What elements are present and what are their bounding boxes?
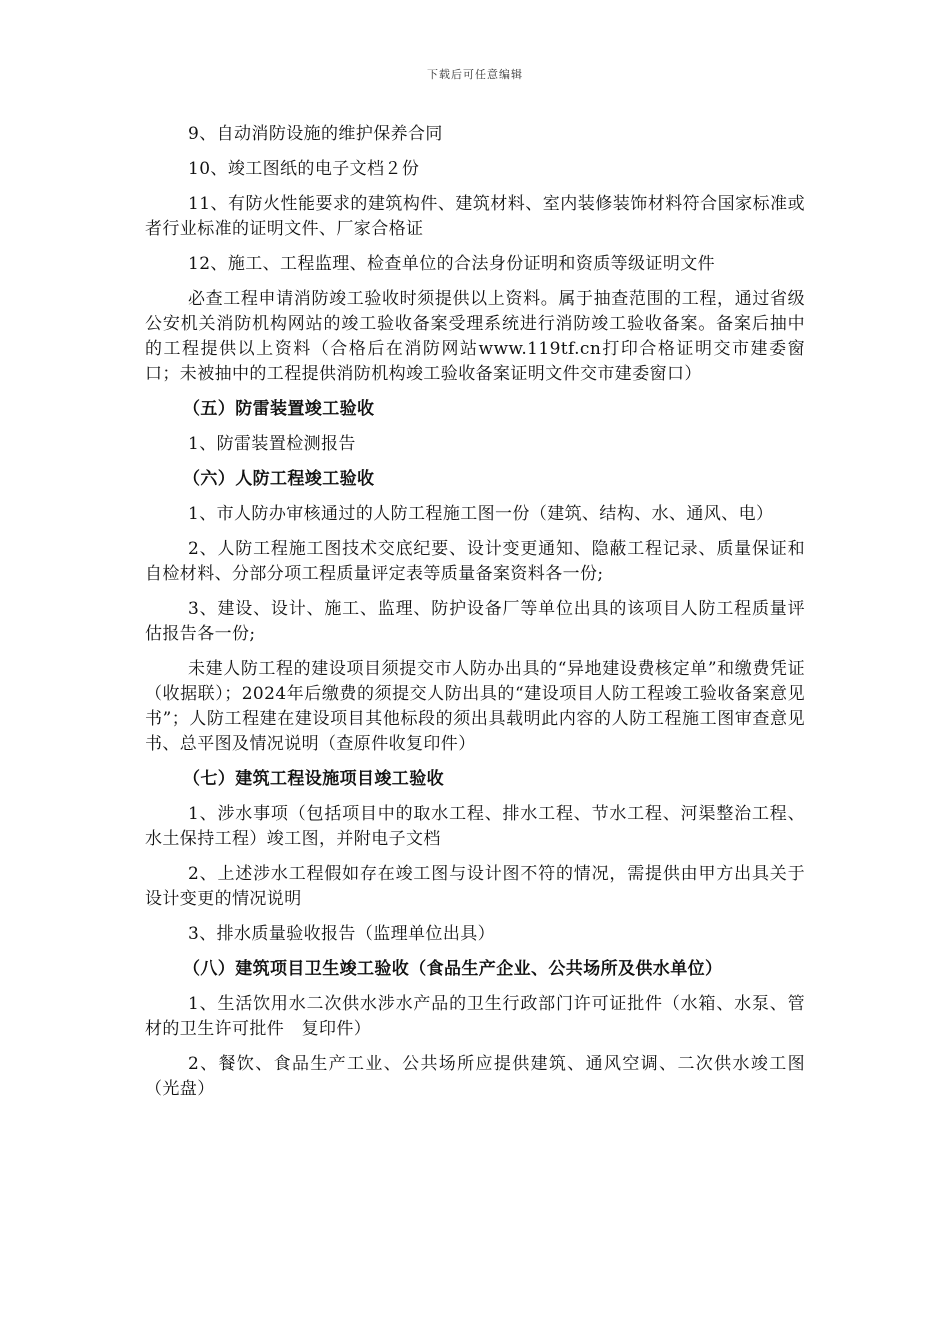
civil-defense-item-3: 3、建设、设计、施工、监理、防护设备厂等单位出具的该项目人防工程质量评估报告各一份; (145, 599, 805, 644)
hygiene-item-2: 2、餐饮、食品生产工业、公共场所应提供建筑、通风空调、二次供水竣工图（光盘） (145, 1054, 805, 1099)
facilities-item-2: 2、上述涉水工程假如存在竣工图与设计图不符的情况，需提供由甲方出具关于设计变更的情况说明 (145, 864, 805, 909)
section-7-heading: （七）建筑工程设施项目竣工验收 (183, 769, 444, 789)
section-8-heading: （八）建筑项目卫生竣工验收（食品生产企业、公共场所及供水单位） (183, 959, 723, 979)
document-body (145, 122, 805, 1112)
facilities-item-3: 3、排水质量验收报告（监理单位出具） (188, 924, 496, 944)
page-header: 下载后可任意编辑 (427, 68, 523, 81)
item-11-fireproof-materials: 11、有防火性能要求的建筑构件、建筑材料、室内装修装饰材料符合国家标准或者行业标准的证明文件、厂家合格证 (145, 194, 805, 239)
facilities-item-1: 1、涉水事项（包括项目中的取水工程、排水工程、节水工程、河渠整治工程、水土保持工程）竣工图，并附电子文档 (145, 804, 805, 849)
item-9-maintenance-contract: 9、自动消防设施的维护保养合同 (188, 124, 443, 144)
civil-defense-item-2: 2、人防工程施工图技术交底纪要、设计变更通知、隐蔽工程记录、质量保证和自检材料、分部分项工程质量评定表等质量备案资料各一份; (145, 539, 805, 584)
civil-defense-item-1: 1、市人防办审核通过的人防工程施工图一份（建筑、结构、水、通风、电） (188, 504, 774, 524)
section-5-heading: （五）防雷装置竣工验收 (183, 399, 375, 419)
lightning-item-1: 1、防雷装置检测报告 (188, 434, 356, 454)
fire-acceptance-note: 必查工程申请消防竣工验收时须提供以上资料。属于抽查范围的工程，通过省级公安机关消防机构网站的竣工验收备案受理系统进行消防竣工验收备案。备案后抽中的工程提供以上资料（合格后在消防网站www.119tf.cn打印合格证明交市建委窗口；未被抽中的工程提供消防机构竣工验收备案证明文件交市建委窗口） (145, 289, 805, 384)
civil-defense-note: 未建人防工程的建设项目须提交市人防办出具的“异地建设费核定单”和缴费凭证（收据联）；2024年后缴费的须提交人防出具的“建设项目人防工程竣工验收备案意见书”；人防工程建在建设项目其他标段的须出具载明此内容的人防工程施工图审查意见书、总平图及情况说明（查原件收复印件） (145, 659, 805, 754)
hygiene-item-1: 1、生活饮用水二次供水涉水产品的卫生行政部门许可证批件（水箱、水泵、管材的卫生许可批件 复印件） (145, 994, 805, 1039)
item-10-electronic-drawings: 10、竣工图纸的电子文档２份 (188, 159, 420, 179)
section-6-heading: （六）人防工程竣工验收 (183, 469, 375, 489)
item-12-qualification-certificates: 12、施工、工程监理、检查单位的合法身份证明和资质等级证明文件 (188, 254, 716, 274)
